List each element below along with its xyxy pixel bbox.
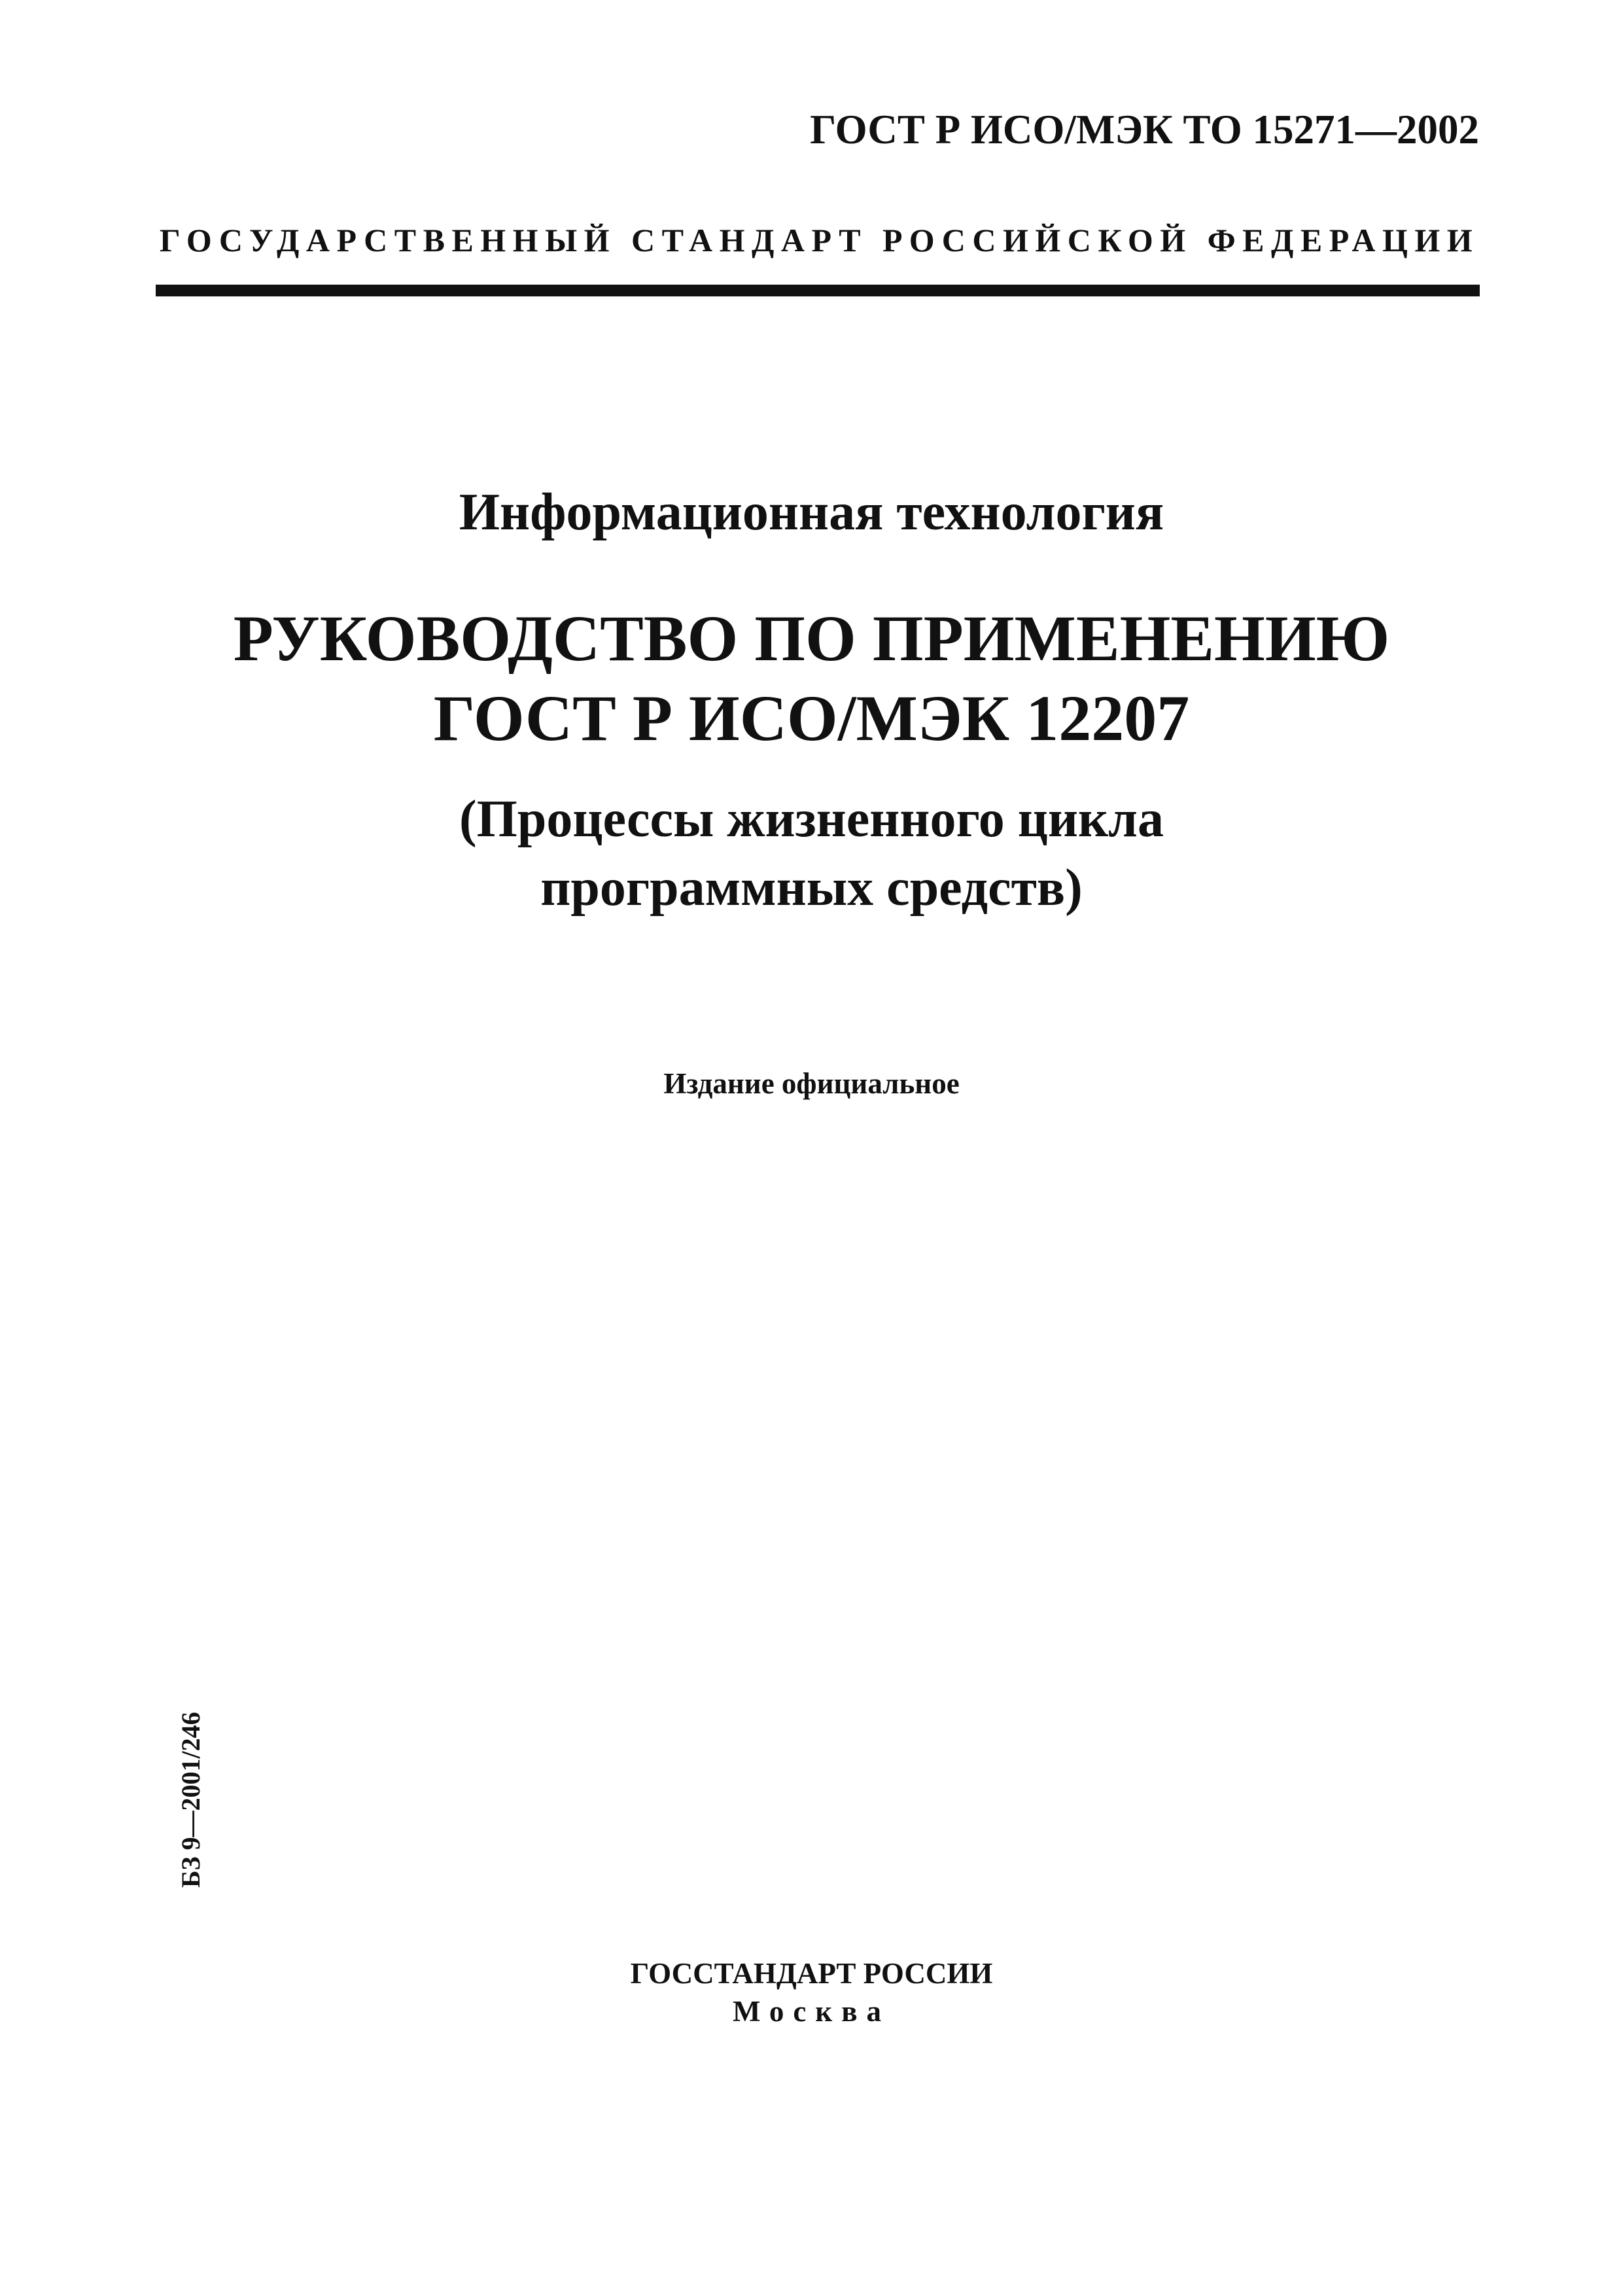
subtitle-line-2: программных средств) [540,859,1083,917]
header-divider [156,285,1480,296]
publisher-city: Москва [732,1995,891,2028]
main-title-line-1: РУКОВОДСТВО ПО ПРИМЕНЕНИЮ [233,602,1390,675]
publisher: ГОССТАНДАРТ РОССИИ [630,1957,993,1990]
subtitle-line-1: (Процессы жизненного цикла [459,790,1164,848]
document-number: ГОСТ Р ИСО/МЭК ТО 15271—2002 [810,107,1479,152]
side-code: БЗ 9—2001/246 [176,1712,205,1888]
subtitle [0,785,1623,923]
edition-label: Издание официальное [663,1067,960,1100]
document-subject: Информационная технология [459,484,1164,541]
main-title [0,599,1623,758]
main-title-line-2: ГОСТ Р ИСО/МЭК 12207 [433,682,1190,754]
standard-type-header: ГОСУДАРСТВЕННЫЙ СТАНДАРТ РОССИЙСКОЙ ФЕДЕРАЦИИ [159,222,1480,258]
